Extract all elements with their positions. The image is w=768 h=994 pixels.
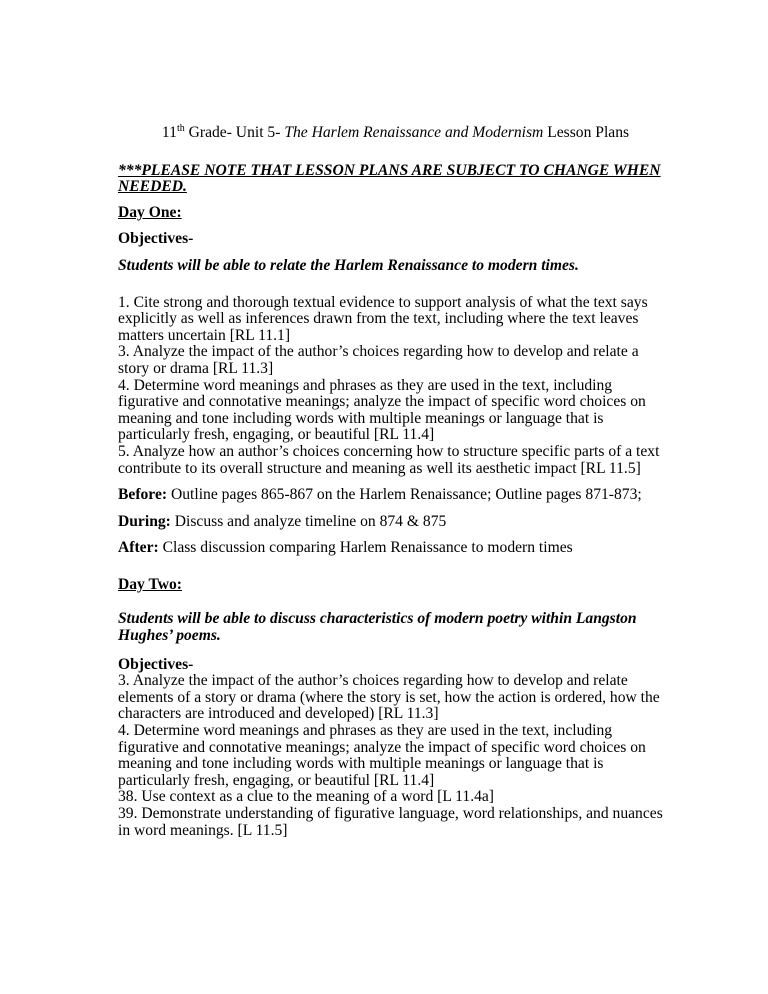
after-text: Class discussion comparing Harlem Renaissance to modern times xyxy=(158,539,573,557)
day-two-heading: Day Two: xyxy=(118,575,182,593)
day-two-objectives-label: Objectives- xyxy=(118,655,194,673)
day-one-heading: Day One: xyxy=(118,203,182,221)
title-grade-suffix: th xyxy=(176,122,185,134)
before-label: Before: xyxy=(118,486,168,504)
document-page xyxy=(118,122,673,839)
objective-item: 4. Determine word meanings and phrases as they are used in the text, including figurative and connotative meanings; analyze the impact of specific word choices on meaning and tone including words with multiple meanings or language that is particularly fresh, engaging, or beautiful [RL 11.4] xyxy=(118,376,646,444)
day-one-during xyxy=(118,514,673,531)
objective-item: 5. Analyze how an author’s choices concerning how to structure specific parts of a text contribute to its overall structure and meaning as well its aesthetic impact [RL 11.5] xyxy=(118,442,660,477)
day-one-objectives-label: Objectives- xyxy=(118,230,194,248)
day-one-after xyxy=(118,540,673,557)
objective-item: 39. Demonstrate understanding of figurative language, word relationships, and nuances in word meanings. [L 11.5] xyxy=(118,805,663,839)
title-grade: 11 xyxy=(161,124,177,141)
change-note: ***PLEASE NOTE THAT LESSON PLANS ARE SUBJECT TO CHANGE WHEN NEEDED. xyxy=(118,161,661,196)
day-two-objectives-list xyxy=(118,673,673,839)
title-suffix: Lesson Plans xyxy=(543,124,630,141)
title-prefix: Grade- Unit 5- xyxy=(184,124,285,141)
day-one-objectives-list xyxy=(118,295,673,478)
objective-item: 4. Determine word meanings and phrases as they are used in the text, including figurative and connotative meanings; analyze the impact of specific word choices on meaning and tone including words with multiple meanings or language that is particularly fresh, engaging, or beautiful [RL 11.4] xyxy=(118,722,646,789)
during-text: Discuss and analyze timeline on 874 & 875 xyxy=(170,512,447,530)
objective-item: 3. Analyze the impact of the author’s choices regarding how to develop and relate a story or drama [RL 11.3] xyxy=(118,343,639,377)
day-one-before xyxy=(118,487,673,504)
objective-item: 38. Use context as a clue to the meaning of a word [L 11.4a] xyxy=(118,788,495,806)
document-title xyxy=(118,122,673,142)
day-two-goal: Students will be able to discuss characteristics of modern poetry within Langston Hughes’ poems. xyxy=(118,610,637,645)
objective-item: 3. Analyze the impact of the author’s choices regarding how to develop and relate elements of a story or drama (where the story is set, how the action is ordered, how the characters are introduced and developed) [RL 11.3] xyxy=(118,672,660,723)
during-label: During: xyxy=(118,512,171,530)
day-one-goal: Students will be able to relate the Harlem Renaissance to modern times. xyxy=(118,256,579,274)
objective-item: 1. Cite strong and thorough textual evidence to support analysis of what the text says explicitly as well as inferences drawn from the text, including where the text leaves matters uncertain [RL 11.1] xyxy=(118,293,648,344)
before-text: Outline pages 865-867 on the Harlem Renaissance; Outline pages 871-873; xyxy=(167,486,642,504)
title-unit-name: The Harlem Renaissance and Modernism xyxy=(284,124,544,141)
after-label: After: xyxy=(118,539,159,557)
